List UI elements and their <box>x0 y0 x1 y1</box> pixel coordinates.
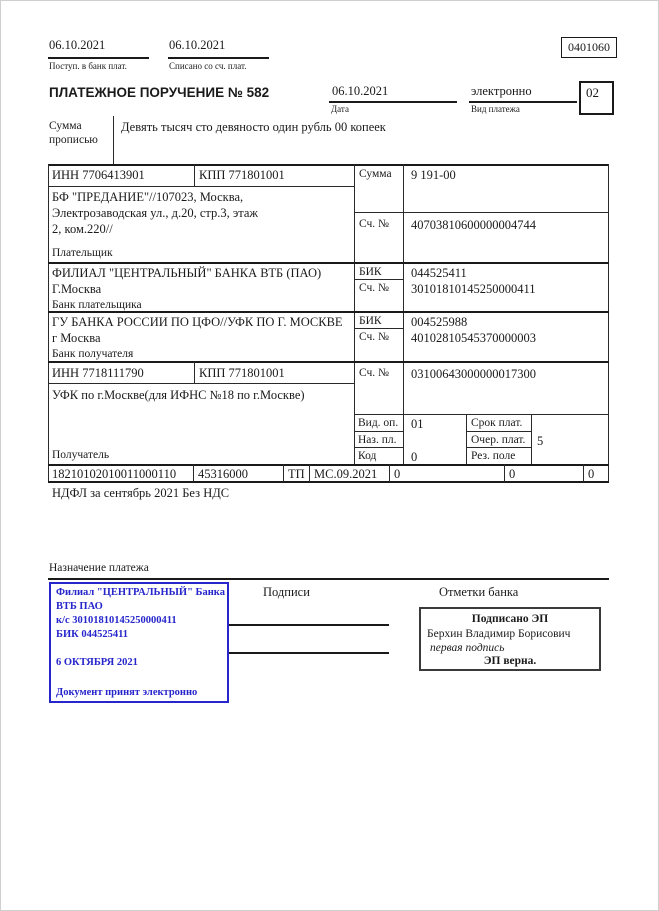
kbk-value: 18210102010011000110 <box>52 467 177 481</box>
payee-bank-bik-label: БИК <box>359 315 382 327</box>
basis-value: ТП <box>288 467 305 481</box>
esign-title: Подписано ЭП <box>471 613 549 625</box>
form-code-box: 0401060 <box>561 37 617 58</box>
payer-bank-bik-cell-line <box>354 279 403 280</box>
payer-section-line <box>48 262 609 264</box>
payer-label: Плательщик <box>52 247 113 259</box>
payer-bank-section-line <box>48 311 609 313</box>
payer-account-label: Сч. № <box>359 218 390 230</box>
payee-bank-account-label: Сч. № <box>359 331 390 343</box>
payment-purpose-label: Назначение платежа <box>49 562 149 574</box>
tax-divider4 <box>389 464 390 482</box>
table-left-border <box>48 164 49 482</box>
payee-bank-city: г Москва <box>52 331 101 345</box>
payer-kpp: КПП 771801001 <box>199 168 285 182</box>
period-value: МС.09.2021 <box>314 467 378 481</box>
op-panel-divider2 <box>531 414 532 464</box>
payer-name-line2: Электрозаводская ул., д.20, стр.3, этаж <box>52 206 259 220</box>
signature-line-1 <box>229 624 389 626</box>
stamp-line1: Филиал "ЦЕНТРАЛЬНЫЙ" Банка <box>56 587 225 598</box>
reserve-label: Рез. поле <box>471 450 516 462</box>
payer-bank-bik-label: БИК <box>359 266 382 278</box>
amount-cell-line <box>354 212 609 213</box>
signatures-label: Подписи <box>263 585 310 599</box>
payee-bank-label: Банк получателя <box>52 348 134 360</box>
document-date: 06.10.2021 <box>332 84 389 98</box>
date-underline <box>329 101 457 103</box>
inn-kpp-divider-payer <box>194 164 195 186</box>
payee-account: 03100643000000017300 <box>411 367 536 381</box>
doc-num-value: 0 <box>394 467 401 481</box>
op-kind-value: 01 <box>411 417 424 431</box>
order-label: Очер. плат. <box>471 434 526 446</box>
payee-bank-section-line <box>48 361 609 363</box>
tax-divider5 <box>504 464 505 482</box>
payee-name: УФК по г.Москве(для ИФНС №18 по г.Москве) <box>52 388 305 402</box>
payment-kind-label: Вид платежа <box>471 104 520 114</box>
esign-name: Берхин Владимир Борисович <box>427 628 571 640</box>
tax-row-top-line <box>48 464 609 466</box>
bank-marks-label: Отметки банка <box>439 585 519 599</box>
payer-account: 40703810600000004744 <box>411 218 536 232</box>
purpose-kind-label: Наз. пл. <box>358 434 397 446</box>
table-top-line <box>48 164 609 166</box>
payee-bank-name: ГУ БАНКА РОССИИ ПО ЦФО//УФК ПО Г. МОСКВЕ <box>52 315 343 329</box>
payer-bank-label: Банк плательщика <box>52 299 142 311</box>
inn-kpp-divider-payee <box>194 361 195 383</box>
purpose-section-line <box>48 578 609 580</box>
op-panel-top-line <box>354 414 609 415</box>
code-label: Код <box>358 450 377 462</box>
payee-account-label: Сч. № <box>359 367 390 379</box>
op-label-line3 <box>466 431 531 432</box>
signature-line-2 <box>229 652 389 654</box>
stamp-date: 6 ОКТЯБРЯ 2021 <box>56 657 138 668</box>
pay-type-value: 0 <box>588 467 595 481</box>
tax-divider3 <box>309 464 310 482</box>
payer-name-line3: 2, ком.220// <box>52 222 113 236</box>
debited-date-label: Списано со сч. плат. <box>169 61 247 71</box>
electronic-signature-box <box>419 607 601 671</box>
table-label-divider <box>403 164 404 464</box>
payment-kind-underline <box>469 101 577 103</box>
tax-divider1 <box>193 464 194 482</box>
amount-words-divider <box>113 116 114 164</box>
amount-words: Девять тысяч сто девяносто один рубль 00 копеек <box>121 120 386 134</box>
esign-subtitle: первая подпись <box>430 642 505 654</box>
op-panel-divider1 <box>466 414 467 464</box>
debited-date: 06.10.2021 <box>169 38 226 52</box>
op-kind-label: Вид. оп. <box>358 417 399 429</box>
debited-date-underline <box>168 57 269 59</box>
payee-kpp: КПП 771801001 <box>199 366 285 380</box>
stamp-line2: ВТБ ПАО <box>56 601 103 612</box>
document-title: ПЛАТЕЖНОЕ ПОРУЧЕНИЕ № 582 <box>49 85 270 100</box>
payer-bank-account-label: Сч. № <box>359 282 390 294</box>
code-value: 0 <box>411 450 418 464</box>
payee-bank-bik-cell-line <box>354 328 403 329</box>
payer-inn: ИНН 7706413901 <box>52 168 145 182</box>
payment-purpose-text: НДФЛ за сентябрь 2021 Без НДС <box>52 486 230 500</box>
table-mid-divider <box>354 164 355 464</box>
payer-name-line1: БФ "ПРЕДАНИЕ"//107023, Москва, <box>52 190 244 204</box>
amount-words-label: Сумма прописью <box>49 120 98 146</box>
doc-date-value: 0 <box>509 467 516 481</box>
stamp-line3: к/с 30101810145250000411 <box>56 615 177 626</box>
date-label: Дата <box>331 104 349 114</box>
tax-divider6 <box>583 464 584 482</box>
payee-bank-bik: 004525988 <box>411 315 468 329</box>
amount-figures-label: Сумма <box>359 168 392 180</box>
esign-verified: ЭП верна. <box>483 655 537 667</box>
received-date: 06.10.2021 <box>49 38 106 52</box>
payer-bank-bik: 044525411 <box>411 266 467 280</box>
payer-bank-name: ФИЛИАЛ "ЦЕНТРАЛЬНЫЙ" БАНКА ВТБ (ПАО) <box>52 266 322 280</box>
stamp-footer: Документ принят электронно <box>56 687 198 698</box>
stamp-line4: БИК 044525411 <box>56 629 129 640</box>
payment-kind-value: электронно <box>471 84 532 98</box>
amount-figures: 9 191-00 <box>411 168 456 182</box>
tax-divider2 <box>283 464 284 482</box>
payer-bank-account: 30101810145250000411 <box>411 282 536 296</box>
order-value: 5 <box>537 434 544 448</box>
payee-inn-row-line <box>48 383 354 384</box>
payee-label: Получатель <box>52 449 110 461</box>
received-date-label: Поступ. в банк плат. <box>49 61 127 71</box>
bank-stamp-box <box>49 582 229 703</box>
oktmo-value: 45316000 <box>198 467 248 481</box>
received-date-underline <box>48 57 149 59</box>
payee-inn: ИНН 7718111790 <box>52 366 144 380</box>
payer-bank-city: Г.Москва <box>52 282 102 296</box>
status-code-box: 02 <box>579 81 614 115</box>
payee-bank-account: 40102810545370000003 <box>411 331 536 345</box>
term-label: Срок плат. <box>471 417 523 429</box>
op-label-line1 <box>354 431 403 432</box>
payer-inn-row-line <box>48 186 354 187</box>
